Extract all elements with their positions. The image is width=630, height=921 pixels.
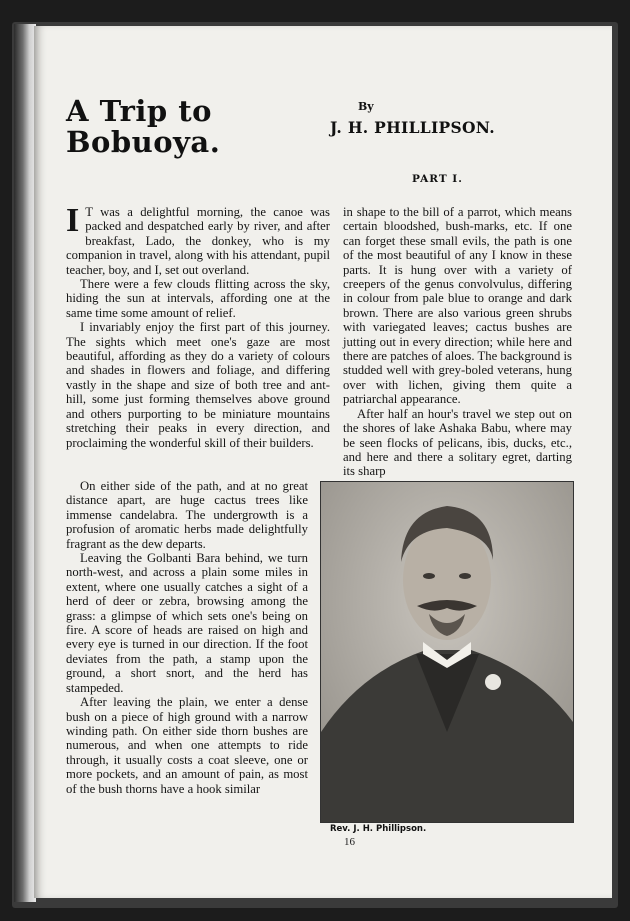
paragraph-2: There were a few clouds flitting across the sky, hiding the sun at intervals, affording one at the same time some amount of relief.	[66, 277, 330, 320]
article-title: A Trip to Bobuoya.	[66, 94, 221, 159]
paragraph-7: in shape to the bill of a parrot, which means certain bloodshed, bush-marks, etc. If one can forget these small evils, the path is one of the most beautiful of any I know in these parts. It is hung over with a variety of creepers of the genus convolvulus, differing in colour from pale blue to orange and dark brown. There are also various green shrubs with variegated leaves; cactus bushes are jutting out in every direction; while here and there are patches of aloes. The background is studded well with grey-boled veterans, hung over with lichen, giving them quite a patriarchal appearance.	[343, 205, 572, 407]
paragraph-1	[66, 202, 330, 277]
part-label: PART I.	[412, 173, 463, 185]
paragraph-6: After leaving the plain, we enter a dense bush on a piece of high ground with a narrow winding path. On either side thorn bushes are numerous, and when one attempts to ride through, it usually costs a coat sleeve, one or more pockets, and an amount of pain, as most of the bush thorns have a hook similar	[66, 695, 308, 796]
author-name: J. H. PHILLIPSON.	[330, 118, 495, 137]
by-label: By	[358, 100, 374, 113]
drop-cap: I	[66, 202, 80, 239]
paragraph-5: Leaving the Golbanti Bara behind, we turn north-west, and across a plain some miles in extent, where one usually catches a sight of a herd of deer or zebra, browsing among the grass: a glimpse of which sets one's being on fire. A score of heads are raised on high and every eye is turned in our direction. If the foot deviates from the path, a stamp upon the ground, a short snort, and the herd has stampeded.	[66, 551, 308, 695]
page-spine-shadow	[14, 24, 36, 902]
paragraph-1-text: T was a delightful morning, the canoe was packed and despatched early by river, and after breakfast, Lado, the donkey, who is my companion in travel, along with his attendant, pupil teacher, boy, and I, set out overland.	[66, 205, 330, 277]
portrait-photo	[320, 481, 574, 823]
paragraph-3: I invariably enjoy the first part of this journey. The sights which meet one's gaze are most beautiful, affording as they do a variety of colours and shades in flowers and foliage, and differing vastly in the shape and size of both tree and ant-hill, some just forming themselves above ground and others purporting to be miniature mountains stretching their peaks in every direction, and proclaiming the wonderful skill of their builders.	[66, 320, 330, 450]
body-column-left-lower	[66, 479, 308, 796]
page-number: 16	[344, 836, 355, 848]
paragraph-4: On either side of the path, and at no great distance apart, are huge cactus trees like immense candelabra. The undergrowth is a profusion of aromatic herbs made delightfully fragrant as the dew departs.	[66, 479, 308, 551]
body-column-left-upper	[66, 202, 330, 450]
portrait-illustration	[321, 482, 573, 822]
paragraph-8: After half an hour's travel we step out on the shores of lake Ashaka Babu, where may be seen flocks of pelicans, ibis, ducks, etc., and here and there a solitary egret, darting its sharp	[343, 406, 572, 479]
byline	[330, 100, 560, 137]
body-column-right	[343, 205, 572, 479]
photo-caption: Rev. J. H. Phillipson.	[330, 824, 427, 834]
